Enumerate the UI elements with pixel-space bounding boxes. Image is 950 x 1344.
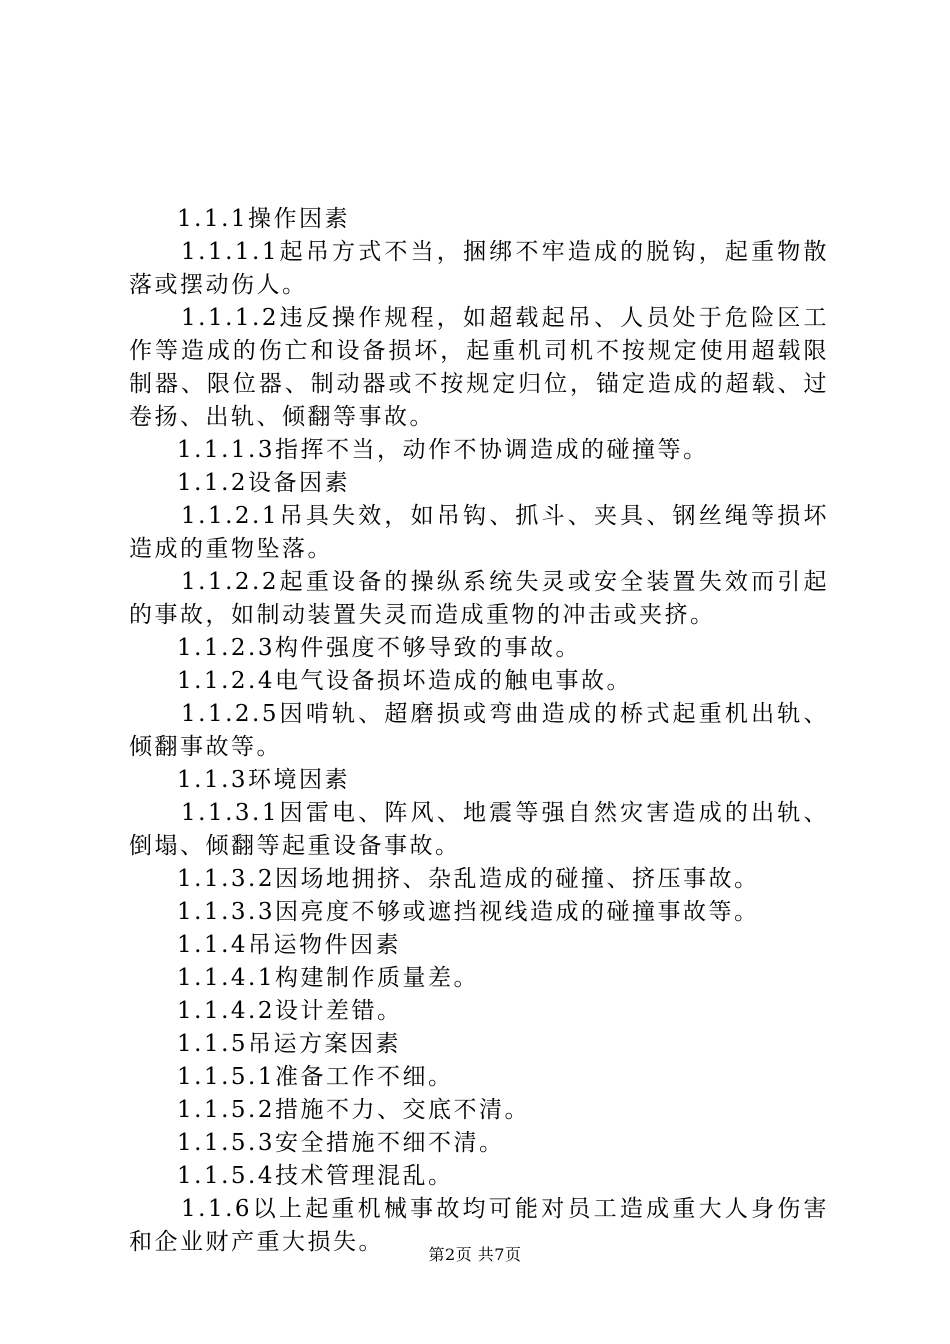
paragraph: 1.1.1操作因素 xyxy=(177,206,351,232)
page-footer: 第2页 共7页 xyxy=(428,1245,522,1264)
paragraph: 1.1.3.1因雷电、阵风、地震等强自然灾害造成的出轨、倒塌、倾翻等起重设备事故。 xyxy=(129,800,829,859)
paragraph: 1.1.3.2因场地拥挤、杂乱造成的碰撞、挤压事故。 xyxy=(177,866,760,892)
paragraph: 1.1.1.2违反操作规程，如超载起吊、人员处于危险区工作等造成的伤亡和设备损坏，起重机司机不按规定使用超载限制器、限位器、制动器或不按规定归位，锚定造成的超载、过卷扬、出轨、倾翻等事故。 xyxy=(129,305,829,430)
paragraph: 1.1.3环境因素 xyxy=(177,767,351,793)
paragraph: 1.1.4吊运物件因素 xyxy=(177,932,402,958)
document-body xyxy=(129,203,829,1259)
paragraph: 1.1.4.2设计差错。 xyxy=(177,998,403,1024)
paragraph: 1.1.2.5因啃轨、超磨损或弯曲造成的桥式起重机出轨、倾翻事故等。 xyxy=(129,701,829,760)
paragraph: 1.1.5.3安全措施不细不清。 xyxy=(177,1130,505,1156)
paragraph: 1.1.1.3指挥不当，动作不协调造成的碰撞等。 xyxy=(177,437,709,463)
paragraph: 1.1.6以上起重机械事故均可能对员工造成重大人身伤害和企业财产重大损失。 xyxy=(129,1196,829,1255)
paragraph: 1.1.5.4技术管理混乱。 xyxy=(177,1163,454,1189)
paragraph: 1.1.4.1构建制作质量差。 xyxy=(177,965,479,991)
paragraph: 1.1.3.3因亮度不够或遮挡视线造成的碰撞事故等。 xyxy=(177,899,760,925)
paragraph: 1.1.2.2起重设备的操纵系统失灵或安全装置失效而引起的事故，如制动装置失灵而造成重物的冲击或夹挤。 xyxy=(129,569,829,628)
paragraph: 1.1.2.4电气设备损坏造成的触电事故。 xyxy=(177,668,632,694)
paragraph: 1.1.5.1准备工作不细。 xyxy=(177,1064,454,1090)
paragraph: 1.1.2.3构件强度不够导致的事故。 xyxy=(177,635,581,661)
paragraph: 1.1.5吊运方案因素 xyxy=(177,1031,402,1057)
paragraph: 1.1.1.1起吊方式不当，捆绑不牢造成的脱钩，起重物散落或摆动伤人。 xyxy=(129,239,829,298)
paragraph: 1.1.2.1吊具失效，如吊钩、抓斗、夹具、钢丝绳等损坏造成的重物坠落。 xyxy=(129,503,829,562)
paragraph: 1.1.5.2措施不力、交底不清。 xyxy=(177,1097,530,1123)
paragraph: 1.1.2设备因素 xyxy=(177,470,351,496)
